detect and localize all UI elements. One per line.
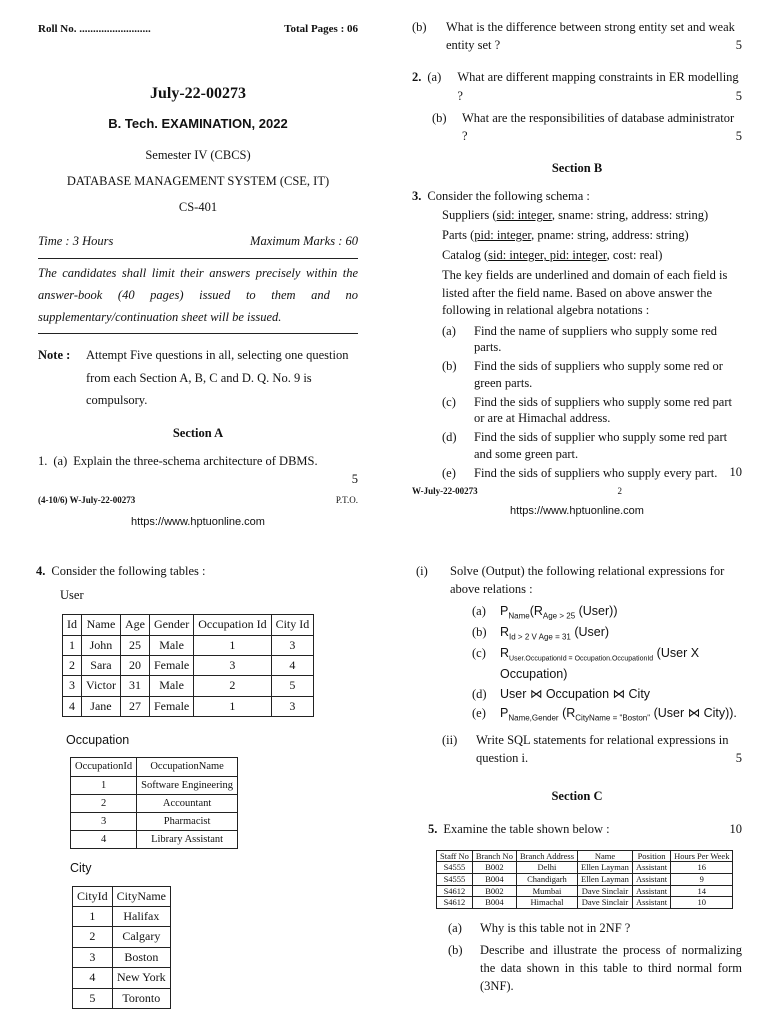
note-text: Attempt Five questions in all, selecting one question from each Section A, B, C and D. Q. No. 9 is compulsory. — [86, 348, 349, 408]
relational-expressions — [412, 602, 742, 725]
table-cell: Ellen Layman — [578, 862, 633, 874]
footer-pto: P.T.O. — [335, 494, 358, 505]
question-marks: 5 — [735, 88, 742, 103]
table-row — [437, 897, 733, 909]
table-cell: Jane — [82, 696, 121, 716]
table-cell: Assistant — [632, 873, 670, 885]
question-3 — [412, 187, 742, 205]
question-4 — [36, 562, 376, 580]
question-text: Consider the following tables : — [51, 564, 206, 578]
selection-symbol: (R — [529, 604, 543, 619]
table-row — [437, 885, 733, 897]
table-cell: 2 — [194, 676, 271, 696]
schema-parts — [442, 225, 742, 245]
expression-b — [472, 623, 742, 644]
schema-table-name: Parts ( — [442, 228, 475, 243]
question-3-item — [442, 358, 742, 391]
table-row — [71, 812, 238, 830]
table-cell: 4 — [271, 656, 314, 676]
question-marks: 5 — [735, 751, 742, 766]
question-number: 1. — [38, 453, 48, 468]
table-header-cell: Branch Address — [516, 850, 577, 862]
schema-fields: , sname: string, address: string) — [551, 208, 709, 223]
question-number: 4. — [36, 564, 46, 578]
table-cell: B002 — [472, 885, 516, 897]
table-header-row — [63, 615, 314, 635]
table-cell: 31 — [120, 676, 149, 696]
selection-condition: Age > 25 — [542, 611, 576, 621]
projection-attrs: Name — [508, 611, 530, 621]
user-table — [62, 614, 314, 717]
question-text: Solve (Output) the following relational expressions for above relations : — [450, 564, 725, 597]
question-3-item — [442, 323, 742, 356]
footer-page-number: 2 — [617, 486, 622, 497]
expression-e — [472, 704, 742, 725]
table-cell: 3 — [271, 635, 314, 655]
table-cell: B004 — [472, 873, 516, 885]
table-cell: 1 — [73, 906, 113, 926]
maximum-marks: Maximum Marks : 60 — [250, 234, 358, 249]
table-cell: S4612 — [437, 897, 473, 909]
question-part: (a) — [448, 920, 462, 935]
table-header-cell: Position — [632, 850, 670, 862]
table-row — [73, 988, 171, 1008]
schema-fields: , pname: string, address: string) — [531, 228, 689, 243]
table-cell: Chandigarh — [516, 873, 577, 885]
user-table-title: User — [60, 588, 84, 603]
table-cell: S4612 — [437, 885, 473, 897]
schema-key: pid: integer — [474, 228, 532, 243]
table-header-cell: Name — [578, 850, 633, 862]
table-body — [63, 635, 314, 717]
table-cell: Assistant — [632, 897, 670, 909]
table-cell: B002 — [472, 862, 516, 874]
projection-attrs: Name,Gender — [508, 713, 559, 723]
question-3-subparts — [412, 323, 742, 481]
exam-page-2 — [412, 18, 742, 520]
table-cell: Delhi — [516, 862, 577, 874]
table-cell: 2 — [63, 656, 82, 676]
table-cell: Dave Sinclair — [578, 897, 633, 909]
question-text: What is the difference between strong entity set and weak entity set ? — [446, 20, 735, 53]
question-text: Find the name of suppliers who supply some red parts. — [474, 323, 718, 355]
table-cell: S4555 — [437, 862, 473, 874]
question-text: Find the sids of suppliers who supply some red part or are at Himachal address. — [474, 394, 732, 426]
selection-condition: Id > 2 V Age = 31 — [509, 632, 571, 642]
table-cell: 16 — [671, 862, 733, 874]
table-row — [73, 927, 171, 947]
table-header-cell: CityId — [73, 886, 113, 906]
question-part: (d) — [442, 430, 457, 445]
note-label: Note : — [38, 348, 71, 363]
selection-condition: User.OccupationId = Occupation.OccupationId — [509, 655, 654, 663]
table-header-cell: Hours Per Week — [671, 850, 733, 862]
expression-label: (d) — [472, 686, 487, 701]
schema-table-name: Catalog ( — [442, 248, 489, 263]
table-row — [63, 696, 314, 716]
time-marks-row — [38, 232, 358, 250]
question-text: Examine the table shown below : — [443, 821, 610, 836]
header-row — [38, 22, 358, 38]
question-part: (a) — [442, 323, 456, 338]
table-cell: 5 — [73, 988, 113, 1008]
table-cell: Boston — [112, 947, 170, 967]
table-header-cell: Occupation Id — [194, 615, 271, 635]
table-header-cell: Id — [63, 615, 82, 635]
table-cell: Ellen Layman — [578, 873, 633, 885]
table-row — [437, 873, 733, 885]
question-2a — [412, 68, 742, 104]
question-3-item — [442, 394, 742, 427]
schema-suppliers — [442, 205, 742, 225]
occupation-table — [70, 757, 238, 849]
table-row — [437, 862, 733, 874]
table-cell: 3 — [63, 676, 82, 696]
footer-code: (4-10/6) W-July-22-00273 — [38, 494, 136, 505]
source-url: https://www.hptuonline.com — [131, 516, 265, 529]
question-part: (ii) — [442, 733, 458, 748]
question-5a — [412, 919, 742, 937]
paper-code: July-22-00273 — [150, 84, 246, 102]
section-b-heading: Section B — [551, 161, 603, 176]
table-header-cell: Gender — [149, 615, 193, 635]
staff-branch-table — [436, 850, 733, 909]
table-row — [71, 776, 238, 794]
table-row — [63, 635, 314, 655]
selection-symbol: R — [500, 646, 510, 661]
table-cell: 2 — [71, 794, 137, 812]
expression-c — [472, 644, 742, 685]
expression-relation: (User X Occupation) — [500, 646, 700, 682]
table-body — [437, 862, 733, 909]
table-cell: Dave Sinclair — [578, 885, 633, 897]
table-cell: 3 — [73, 947, 113, 967]
table-cell: 2 — [73, 927, 113, 947]
table-cell: B004 — [472, 897, 516, 909]
question-text: Why is this table not in 2NF ? — [480, 920, 631, 935]
table-cell: Female — [149, 656, 193, 676]
footer-code: W-July-22-00273 — [412, 486, 478, 497]
table-header-cell: Age — [120, 615, 149, 635]
table-header-cell: OccupationId — [71, 758, 137, 776]
expression-d — [472, 685, 742, 704]
table-cell: Female — [149, 696, 193, 716]
occupation-table-title: Occupation — [66, 733, 130, 748]
expression-label: (b) — [472, 625, 487, 640]
selection-symbol: R — [500, 625, 510, 640]
question-1b — [412, 18, 742, 54]
table-row — [71, 831, 238, 849]
exam-page-3 — [36, 562, 376, 1009]
expression-label: (a) — [472, 604, 486, 619]
table-row — [71, 794, 238, 812]
source-url: https://www.hptuonline.com — [510, 505, 644, 518]
page-footer — [38, 494, 358, 507]
table-cell: 4 — [73, 968, 113, 988]
schema-key: sid: integer, pid: integer — [488, 248, 607, 263]
schema-key: sid: integer — [496, 208, 552, 223]
subject-title: DATABASE MANAGEMENT SYSTEM (CSE, IT) — [66, 174, 330, 189]
question-part: (e) — [442, 465, 456, 480]
expression-relation: (User)) — [575, 604, 618, 619]
table-cell: 1 — [194, 696, 271, 716]
schema-block — [412, 205, 742, 320]
selection-symbol: (R — [558, 706, 576, 721]
table-cell: Calgary — [112, 927, 170, 947]
table-cell: 4 — [63, 696, 82, 716]
table-row — [63, 656, 314, 676]
schema-table-name: Suppliers ( — [442, 208, 497, 223]
question-part: (c) — [442, 394, 456, 409]
table-body — [71, 776, 238, 849]
question-part: (b) — [412, 20, 427, 34]
table-row — [63, 676, 314, 696]
page-footer — [412, 485, 622, 498]
exam-page-1 — [38, 22, 358, 531]
question-4-part-ii — [412, 731, 742, 767]
question-5 — [412, 820, 742, 838]
semester: Semester IV (CBCS) — [145, 147, 251, 162]
table-cell: Toronto — [112, 988, 170, 1008]
table-cell: New York — [112, 968, 170, 988]
table-cell: Assistant — [632, 862, 670, 874]
table-header-row — [437, 850, 733, 862]
question-text: Write SQL statements for relational expressions in question i. — [476, 733, 729, 766]
instruction-box: The candidates shall limit their answers precisely within the answer-book (40 pages) issued to them and no supplementary/continuation sheet will be issued. — [38, 258, 358, 334]
question-text: What are different mapping constraints in ER modelling ? — [457, 70, 739, 103]
total-pages: Total Pages : 06 — [284, 23, 358, 35]
question-3-item — [442, 429, 742, 462]
table-cell: Mumbai — [516, 885, 577, 897]
exam-page-4 — [412, 562, 742, 995]
table-cell: Male — [149, 635, 193, 655]
table-cell: 25 — [120, 635, 149, 655]
table-row — [73, 947, 171, 967]
expression-join: User ⋈ Occupation ⋈ City — [500, 686, 651, 701]
question-marks: 10 — [729, 465, 742, 480]
question-number: 5. — [428, 821, 438, 836]
table-cell: 3 — [194, 656, 271, 676]
question-text: Describe and illustrate the process of normalizing the data shown in this table to third normal form (3NF). — [480, 942, 742, 994]
question-3-item — [442, 465, 742, 481]
section-c-heading: Section C — [551, 789, 603, 804]
question-text: Find the sids of supplier who supply some red part and some green part. — [474, 430, 728, 461]
roll-no: Roll No. .......................... — [38, 23, 151, 35]
question-1a — [38, 452, 358, 470]
question-part: (i) — [416, 564, 428, 578]
question-text: Find the sids of suppliers who supply some red or green parts. — [474, 359, 723, 390]
table-header-cell: CityName — [112, 886, 170, 906]
projection-symbol: P — [500, 706, 509, 721]
table-cell: Male — [149, 676, 193, 696]
question-text: Find the sids of suppliers who supply every part. — [474, 465, 718, 480]
table-cell: 27 — [120, 696, 149, 716]
table-cell: Himachal — [516, 897, 577, 909]
table-cell: 20 — [120, 656, 149, 676]
table-cell: 4 — [71, 831, 137, 849]
course-code: CS-401 — [178, 200, 218, 215]
city-table — [72, 886, 171, 1009]
question-5b — [412, 941, 742, 995]
question-marks: 5 — [735, 129, 742, 143]
table-header-row — [71, 758, 238, 776]
table-cell: Library Assistant — [137, 831, 238, 849]
table-cell: 10 — [671, 897, 733, 909]
question-4-part-i — [412, 562, 742, 598]
table-cell: 3 — [71, 812, 137, 830]
question-part: (b) — [448, 942, 463, 957]
question-marks: 5 — [735, 38, 742, 53]
question-text: Explain the three-schema architecture of DBMS. — [73, 453, 318, 468]
expression-label: (e) — [472, 706, 486, 721]
expression-relation: (User) — [570, 625, 610, 640]
expression-relation: (User ⋈ City)). — [650, 706, 737, 721]
table-cell: 1 — [194, 635, 271, 655]
question-part: (a) — [53, 453, 68, 468]
note-block — [38, 344, 358, 412]
projection-symbol: P — [500, 604, 509, 619]
question-marks: 10 — [729, 821, 742, 836]
table-row — [73, 906, 171, 926]
section-a-heading: Section A — [172, 425, 224, 440]
table-body — [73, 906, 171, 1008]
question-part: (b) — [432, 110, 447, 125]
question-text: What are the responsibilities of database administrator ? — [462, 110, 735, 143]
table-row — [73, 968, 171, 988]
table-header-cell: City Id — [271, 615, 314, 635]
question-part: (a) — [427, 70, 442, 85]
city-table-title: City — [70, 861, 92, 876]
exam-title: B. Tech. EXAMINATION, 2022 — [108, 116, 288, 132]
table-header-cell: OccupationName — [137, 758, 238, 776]
table-cell: 3 — [271, 696, 314, 716]
table-header-cell: Branch No — [472, 850, 516, 862]
question-number: 2. — [412, 70, 422, 85]
schema-fields: , cost: real) — [606, 248, 663, 263]
question-text: Consider the following schema : — [427, 189, 590, 204]
table-cell: John — [82, 635, 121, 655]
schema-description: The key fields are underlined and domain of each field is listed after the field name. Based on above answer the following in relational algebra notations : — [442, 268, 728, 318]
question-part: (b) — [442, 359, 457, 374]
schema-catalog — [442, 245, 742, 265]
table-cell: 9 — [671, 873, 733, 885]
table-cell: Victor — [82, 676, 121, 696]
time-allowed: Time : 3 Hours — [38, 234, 114, 249]
question-marks: 5 — [351, 471, 358, 486]
question-2b — [412, 109, 742, 145]
table-cell: Software Engineering — [137, 776, 238, 794]
question-number: 3. — [412, 189, 422, 204]
table-cell: S4555 — [437, 873, 473, 885]
expression-label: (c) — [472, 646, 486, 661]
selection-condition: CityName = "Boston" — [575, 713, 651, 723]
table-cell: Pharmacist — [137, 812, 238, 830]
table-cell: 1 — [63, 635, 82, 655]
table-cell: 14 — [671, 885, 733, 897]
table-header-cell: Staff No — [437, 850, 473, 862]
expression-a — [472, 602, 742, 623]
table-cell: Halifax — [112, 906, 170, 926]
table-cell: Sara — [82, 656, 121, 676]
table-cell: Accountant — [137, 794, 238, 812]
table-header-cell: Name — [82, 615, 121, 635]
table-cell: 1 — [71, 776, 137, 794]
table-cell: 5 — [271, 676, 314, 696]
table-header-row — [73, 886, 171, 906]
table-cell: Assistant — [632, 885, 670, 897]
